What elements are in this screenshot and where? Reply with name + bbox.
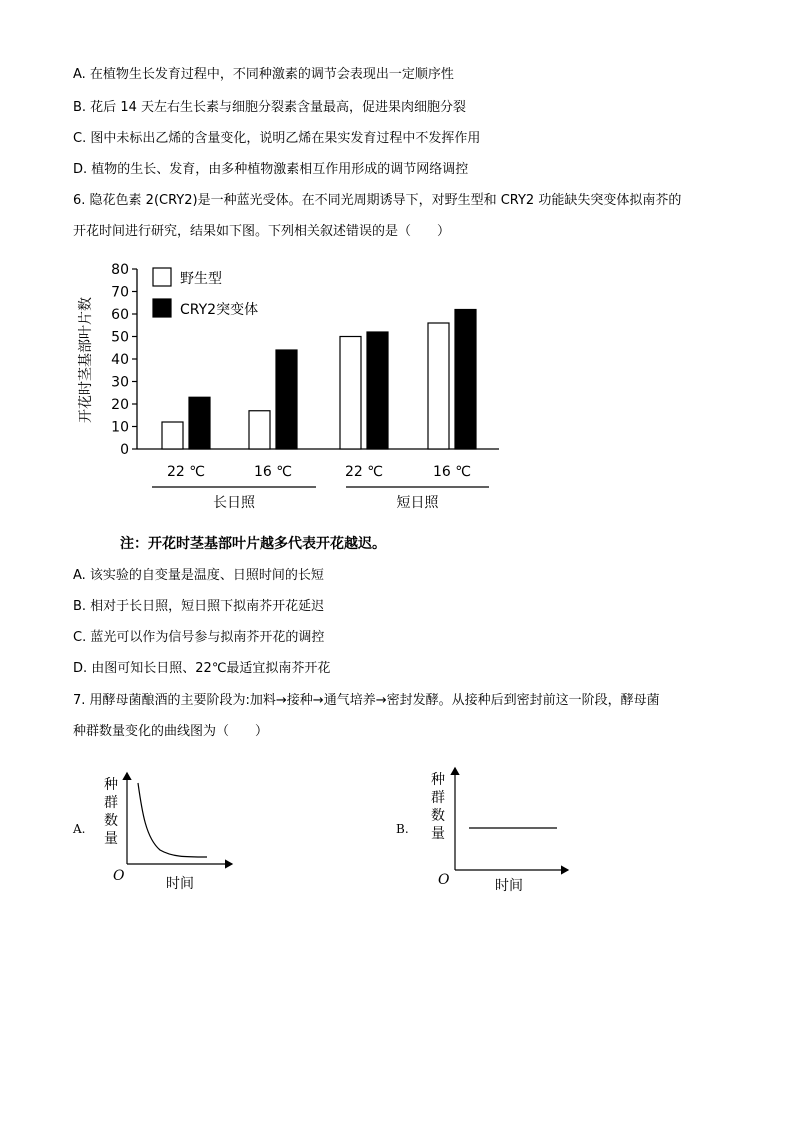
q6-option-a: A. 该实验的自变量是温度、日照时间的长短 bbox=[73, 568, 324, 583]
x-tick-label: 22 ℃ bbox=[345, 464, 383, 480]
q7-stem-line1: 7. 用酵母菌酿酒的主要阶段为:加料→接种→通气培养→密封发酵。从接种后到密封前这一阶段，酵母菌 bbox=[73, 693, 660, 708]
y-tick-label: 30 bbox=[111, 374, 129, 391]
q6-option-b: B. 相对于长日照，短日照下拟南芥开花延迟 bbox=[73, 599, 325, 614]
legend-label: CRY2突变体 bbox=[180, 302, 259, 318]
q5-option-a: A. 在植物生长发育过程中，不同种激素的调节会表现出一定顺序性 bbox=[73, 67, 454, 82]
y-tick-label: 20 bbox=[111, 397, 129, 413]
q6-option-d: D. 由图可知长日照、22℃最适宜拟南芥开花 bbox=[73, 661, 331, 676]
y-tick-label: 80 bbox=[111, 262, 129, 278]
q7-fig-b-origin: O bbox=[438, 872, 450, 888]
y-tick-label: 10 bbox=[111, 419, 129, 436]
q7-fig-b-ylabel-2: 群 bbox=[431, 790, 445, 806]
q6-stem-line2: 开花时间进行研究，结果如下图。下列相关叙述错误的是（ ） bbox=[73, 224, 451, 239]
y-tick-label: 40 bbox=[111, 352, 129, 368]
group-label: 短日照 bbox=[396, 495, 439, 511]
q7-fig-a-ylabel-4: 量 bbox=[104, 831, 118, 847]
q7-fig-a-ylabel-2: 群 bbox=[104, 795, 118, 811]
q7-fig-b-xlabel: 时间 bbox=[495, 878, 523, 894]
x-tick-label: 16 ℃ bbox=[254, 464, 292, 480]
q7-fig-a-ylabel-1: 种 bbox=[104, 777, 118, 793]
q7-fig-b-ylabel-3: 数 bbox=[431, 808, 445, 824]
group-label: 长日照 bbox=[213, 495, 255, 511]
q6-option-c: C. 蓝光可以作为信号参与拟南芥开花的调控 bbox=[73, 630, 325, 645]
y-tick-label: 0 bbox=[120, 442, 129, 458]
legend-label: 野生型 bbox=[180, 271, 222, 287]
q7-stem-line2: 种群数量变化的曲线图为（ ） bbox=[73, 724, 269, 739]
q6-stem-line1: 6. 隐花色素 2(CRY2)是一种蓝光受体。在不同光周期诱导下，对野生型和 CRY2 功能缺失突变体拟南芥的 bbox=[73, 193, 682, 208]
q5-option-b: B. 花后 14 天左右生长素与细胞分裂素含量最高，促进果肉细胞分裂 bbox=[73, 100, 466, 115]
q7-fig-a-xlabel: 时间 bbox=[166, 876, 194, 892]
q7-fig-b-ylabel-1: 种 bbox=[431, 772, 445, 788]
q7-fig-a-ylabel-3: 数 bbox=[104, 813, 118, 829]
x-tick-label: 16 ℃ bbox=[433, 464, 471, 480]
y-axis-label: 开花时茎基部叶片数 bbox=[78, 297, 94, 423]
y-tick-label: 70 bbox=[111, 284, 129, 301]
x-tick-label: 22 ℃ bbox=[167, 464, 205, 480]
q5-option-d: D. 植物的生长、发育，由多种植物激素相互作用形成的调节网络调控 bbox=[73, 162, 469, 177]
y-tick-label: 60 bbox=[111, 307, 129, 323]
q7-fig-a-option-label: A. bbox=[73, 822, 86, 836]
q6-note: 注：开花时茎基部叶片越多代表开花越迟。 bbox=[120, 536, 386, 552]
q7-fig-a-origin: O bbox=[113, 868, 125, 884]
q7-fig-b-ylabel-4: 量 bbox=[431, 826, 445, 842]
y-tick-label: 50 bbox=[111, 329, 129, 346]
q5-option-c: C. 图中未标出乙烯的含量变化，说明乙烯在果实发育过程中不发挥作用 bbox=[73, 131, 481, 146]
q7-fig-b-option-label: B. bbox=[396, 822, 409, 836]
